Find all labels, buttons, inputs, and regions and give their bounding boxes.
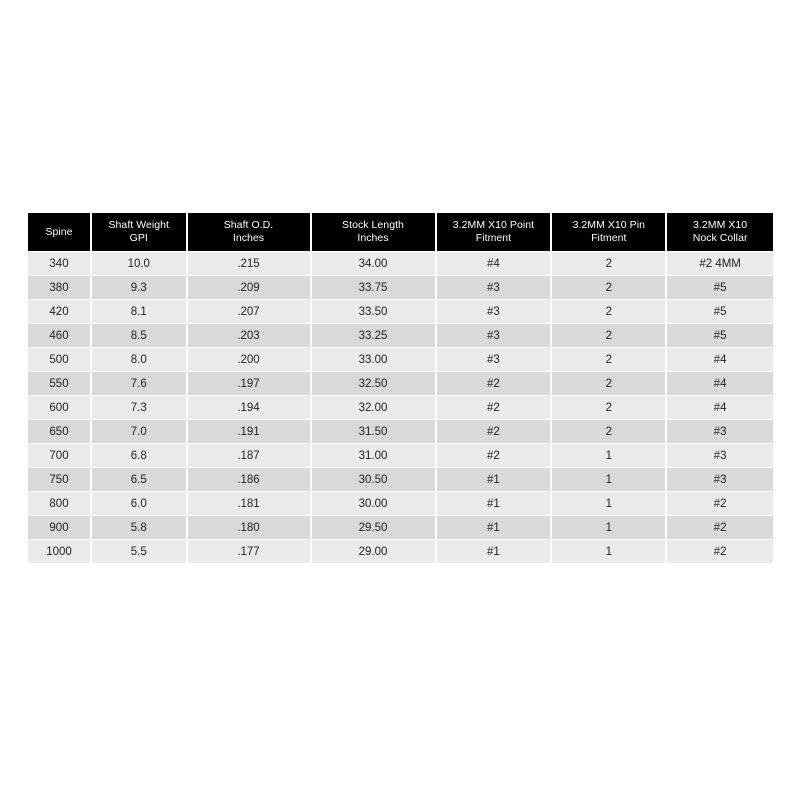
table-row bbox=[28, 372, 773, 395]
table-row bbox=[28, 468, 773, 491]
cell-gpi: 6.8 bbox=[92, 444, 186, 467]
cell-point: #1 bbox=[437, 492, 551, 515]
cell-point: #4 bbox=[437, 252, 551, 275]
cell-point: #3 bbox=[437, 348, 551, 371]
cell-gpi: 10.0 bbox=[92, 252, 186, 275]
table-header-row bbox=[28, 213, 773, 251]
column-header-point bbox=[437, 213, 551, 251]
cell-od: .177 bbox=[188, 540, 310, 563]
cell-spine: 500 bbox=[28, 348, 90, 371]
cell-point: #3 bbox=[437, 300, 551, 323]
cell-length: 33.50 bbox=[312, 300, 435, 323]
column-header-line1: Shaft Weight bbox=[108, 219, 170, 231]
cell-nock: #5 bbox=[667, 300, 773, 323]
cell-od: .194 bbox=[188, 396, 310, 419]
column-header-pin bbox=[552, 213, 665, 251]
cell-point: #1 bbox=[437, 540, 551, 563]
column-header-line2: Inches bbox=[357, 232, 389, 244]
cell-gpi: 6.5 bbox=[92, 468, 186, 491]
cell-length: 31.00 bbox=[312, 444, 435, 467]
cell-spine: 550 bbox=[28, 372, 90, 395]
column-header-nock bbox=[667, 213, 773, 251]
cell-length: 29.50 bbox=[312, 516, 435, 539]
cell-gpi: 8.1 bbox=[92, 300, 186, 323]
cell-pin: 2 bbox=[552, 276, 665, 299]
cell-od: .186 bbox=[188, 468, 310, 491]
cell-nock: #4 bbox=[667, 348, 773, 371]
cell-gpi: 8.0 bbox=[92, 348, 186, 371]
cell-gpi: 5.5 bbox=[92, 540, 186, 563]
cell-od: .191 bbox=[188, 420, 310, 443]
cell-pin: 1 bbox=[552, 444, 665, 467]
cell-spine: 380 bbox=[28, 276, 90, 299]
cell-pin: 2 bbox=[552, 252, 665, 275]
cell-length: 33.75 bbox=[312, 276, 435, 299]
cell-pin: 1 bbox=[552, 468, 665, 491]
table-row bbox=[28, 396, 773, 419]
column-header-line1: Spine bbox=[45, 225, 73, 238]
cell-pin: 1 bbox=[552, 540, 665, 563]
cell-nock: #2 bbox=[667, 492, 773, 515]
cell-od: .209 bbox=[188, 276, 310, 299]
cell-spine: 340 bbox=[28, 252, 90, 275]
cell-gpi: 8.5 bbox=[92, 324, 186, 347]
cell-gpi: 7.0 bbox=[92, 420, 186, 443]
cell-length: 33.00 bbox=[312, 348, 435, 371]
cell-gpi: 9.3 bbox=[92, 276, 186, 299]
table-row bbox=[28, 540, 773, 563]
cell-point: #3 bbox=[437, 324, 551, 347]
cell-spine: 650 bbox=[28, 420, 90, 443]
cell-spine: 1000 bbox=[28, 540, 90, 563]
table-row bbox=[28, 348, 773, 371]
cell-pin: 1 bbox=[552, 516, 665, 539]
cell-length: 31.50 bbox=[312, 420, 435, 443]
cell-point: #3 bbox=[437, 276, 551, 299]
cell-spine: 800 bbox=[28, 492, 90, 515]
cell-nock: #2 bbox=[667, 540, 773, 563]
cell-length: 30.50 bbox=[312, 468, 435, 491]
column-header-spine bbox=[28, 213, 90, 251]
table-body bbox=[28, 252, 773, 563]
cell-pin: 2 bbox=[552, 396, 665, 419]
cell-od: .203 bbox=[188, 324, 310, 347]
cell-nock: #2 4MM bbox=[667, 252, 773, 275]
cell-nock: #5 bbox=[667, 276, 773, 299]
spec-table bbox=[26, 212, 775, 564]
cell-od: .207 bbox=[188, 300, 310, 323]
column-header-line2: Fitment bbox=[475, 232, 512, 244]
cell-gpi: 6.0 bbox=[92, 492, 186, 515]
cell-length: 33.25 bbox=[312, 324, 435, 347]
cell-pin: 2 bbox=[552, 300, 665, 323]
arrow-shaft-spec-sheet bbox=[26, 212, 775, 564]
column-header-line1: 3.2MM X10 bbox=[693, 219, 748, 231]
cell-pin: 2 bbox=[552, 324, 665, 347]
cell-point: #1 bbox=[437, 516, 551, 539]
cell-gpi: 7.6 bbox=[92, 372, 186, 395]
column-header-line2: Fitment bbox=[591, 232, 627, 244]
column-header-line1: 3.2MM X10 Pin bbox=[572, 219, 645, 231]
cell-od: .215 bbox=[188, 252, 310, 275]
cell-point: #2 bbox=[437, 420, 551, 443]
table-row bbox=[28, 492, 773, 515]
cell-point: #2 bbox=[437, 444, 551, 467]
table-row bbox=[28, 276, 773, 299]
cell-pin: 2 bbox=[552, 372, 665, 395]
cell-spine: 460 bbox=[28, 324, 90, 347]
cell-gpi: 7.3 bbox=[92, 396, 186, 419]
cell-point: #2 bbox=[437, 396, 551, 419]
table-row bbox=[28, 324, 773, 347]
cell-spine: 420 bbox=[28, 300, 90, 323]
cell-od: .187 bbox=[188, 444, 310, 467]
cell-nock: #2 bbox=[667, 516, 773, 539]
table-row bbox=[28, 516, 773, 539]
column-header-gpi bbox=[92, 213, 186, 251]
column-header-line1: 3.2MM X10 Point bbox=[452, 219, 535, 231]
column-header-length bbox=[312, 213, 435, 251]
table-header bbox=[28, 213, 773, 251]
cell-nock: #3 bbox=[667, 468, 773, 491]
cell-length: 29.00 bbox=[312, 540, 435, 563]
cell-spine: 900 bbox=[28, 516, 90, 539]
cell-point: #2 bbox=[437, 372, 551, 395]
column-header-line1: Stock Length bbox=[342, 219, 404, 231]
column-header-line2: GPI bbox=[129, 232, 148, 244]
cell-pin: 2 bbox=[552, 348, 665, 371]
cell-length: 34.00 bbox=[312, 252, 435, 275]
table-row bbox=[28, 300, 773, 323]
cell-nock: #5 bbox=[667, 324, 773, 347]
cell-od: .197 bbox=[188, 372, 310, 395]
cell-spine: 700 bbox=[28, 444, 90, 467]
column-header-od bbox=[188, 213, 310, 251]
cell-od: .180 bbox=[188, 516, 310, 539]
column-header-line2: Nock Collar bbox=[692, 232, 748, 244]
cell-od: .181 bbox=[188, 492, 310, 515]
cell-point: #1 bbox=[437, 468, 551, 491]
column-header-line2: Inches bbox=[232, 232, 265, 244]
cell-pin: 2 bbox=[552, 420, 665, 443]
cell-gpi: 5.8 bbox=[92, 516, 186, 539]
cell-pin: 1 bbox=[552, 492, 665, 515]
cell-nock: #4 bbox=[667, 372, 773, 395]
column-header-line1: Shaft O.D. bbox=[223, 219, 274, 231]
cell-nock: #4 bbox=[667, 396, 773, 419]
cell-nock: #3 bbox=[667, 444, 773, 467]
cell-nock: #3 bbox=[667, 420, 773, 443]
table-row bbox=[28, 420, 773, 443]
table-row bbox=[28, 444, 773, 467]
cell-spine: 600 bbox=[28, 396, 90, 419]
cell-length: 30.00 bbox=[312, 492, 435, 515]
cell-spine: 750 bbox=[28, 468, 90, 491]
cell-od: .200 bbox=[188, 348, 310, 371]
cell-length: 32.00 bbox=[312, 396, 435, 419]
cell-length: 32.50 bbox=[312, 372, 435, 395]
table-row bbox=[28, 252, 773, 275]
